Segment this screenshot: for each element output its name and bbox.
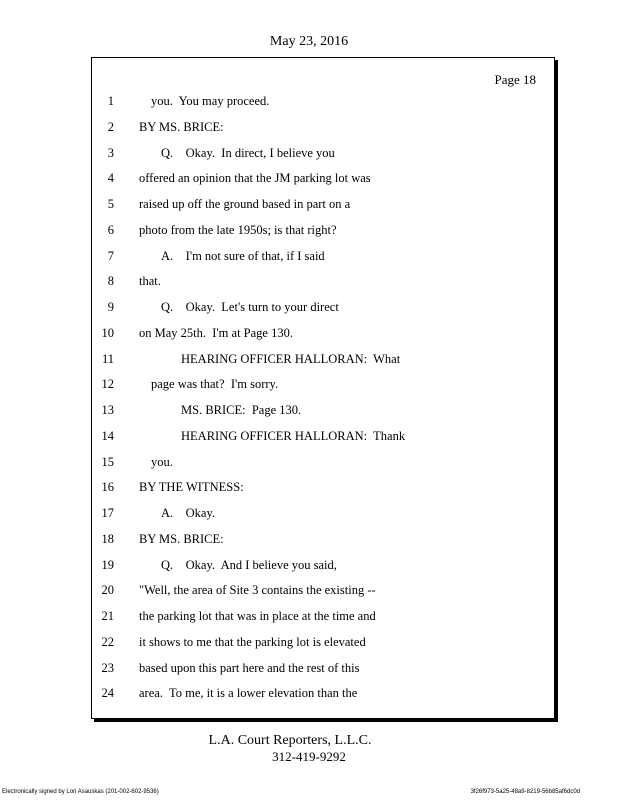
line-number: 16: [101, 480, 114, 495]
line-number: 22: [101, 634, 114, 649]
line-text: Q. Okay. Let's turn to your direct: [161, 300, 339, 314]
transcript-line: [92, 197, 532, 217]
line-text: "Well, the area of Site 3 contains the existing --: [139, 583, 376, 598]
transcript-line: [92, 120, 532, 140]
line-number: 5: [107, 197, 114, 211]
transcript-line: [92, 480, 532, 500]
line-text: raised up off the ground based in part on a: [139, 197, 351, 211]
line-text: based upon this part here and the rest of this: [139, 660, 360, 675]
line-number: 15: [101, 454, 114, 469]
line-number: 17: [101, 506, 114, 520]
line-text: it shows to me that the parking lot is elevated: [139, 634, 366, 649]
line-text: HEARING OFFICER HALLORAN: What: [181, 351, 401, 366]
transcript-line: [92, 532, 532, 552]
transcript-line: [92, 635, 532, 655]
transcript-line: [92, 403, 532, 423]
transcript-line: [92, 146, 532, 166]
line-number: 4: [107, 171, 114, 186]
line-text: page was that? I'm sorry.: [151, 377, 279, 392]
transcript-line: [92, 558, 532, 578]
line-number: 20: [101, 583, 114, 598]
transcript-page: [91, 57, 555, 719]
document-id: 3f26f973-5a25-48a9-8219-56b85af6dc0d: [470, 789, 580, 795]
line-number: 2: [107, 119, 114, 134]
line-text: offered an opinion that the JM parking lot was: [139, 171, 371, 186]
line-text: HEARING OFFICER HALLORAN: Thank: [181, 428, 406, 443]
line-number: 24: [101, 686, 114, 701]
line-text: photo from the late 1950s; is that right?: [139, 222, 337, 237]
line-number: 18: [101, 531, 114, 546]
transcript-line: [92, 171, 532, 191]
line-number: 23: [101, 660, 114, 675]
line-text: on May 25th. I'm at Page 130.: [139, 325, 293, 340]
line-number: 12: [101, 377, 114, 392]
transcript-line: [92, 455, 532, 475]
line-text: the parking lot that was in place at the time and: [139, 609, 376, 623]
line-number: 11: [101, 351, 114, 366]
line-number: 7: [107, 248, 114, 263]
electronic-signature: Electronically signed by Lori Asauskas (201-002-602-9536): [2, 789, 159, 795]
line-text: BY MS. BRICE:: [139, 119, 224, 134]
line-text: Q. Okay. In direct, I believe you: [161, 145, 335, 160]
transcript-line: [92, 300, 532, 320]
transcript-line: [92, 326, 532, 346]
footer-company: L.A. Court Reporters, L.L.C.: [208, 733, 372, 748]
footer-phone: 312-419-9292: [272, 749, 346, 764]
line-text: A. Okay.: [161, 506, 216, 520]
line-number: 13: [101, 403, 114, 417]
transcript-line: [92, 223, 532, 243]
transcript-line: [92, 506, 532, 526]
line-text: you. You may proceed.: [151, 94, 270, 108]
line-text: you.: [151, 454, 173, 469]
line-number: 3: [107, 145, 114, 160]
line-number: 19: [101, 557, 114, 572]
transcript-line: [92, 609, 532, 629]
page-number: Page 18: [494, 72, 536, 87]
line-text: that.: [139, 274, 161, 289]
line-number: 9: [107, 300, 114, 314]
transcript-line: [92, 249, 532, 269]
transcript-line: [92, 583, 532, 603]
line-text: MS. BRICE: Page 130.: [181, 403, 302, 417]
header-date: May 23, 2016: [269, 34, 349, 49]
transcript-line: [92, 686, 532, 706]
line-text: A. I'm not sure of that, if I said: [161, 248, 325, 263]
line-text: BY MS. BRICE:: [139, 531, 224, 546]
line-number: 8: [107, 274, 114, 289]
line-text: BY THE WITNESS:: [139, 480, 244, 495]
transcript-line: [92, 377, 532, 397]
line-text: Q. Okay. And I believe you said,: [161, 557, 337, 572]
line-number: 14: [101, 428, 114, 443]
line-number: 6: [107, 222, 114, 237]
line-text: area. To me, it is a lower elevation than the: [139, 686, 358, 701]
transcript-line: [92, 352, 532, 372]
transcript-line: [92, 274, 532, 294]
line-number: 10: [101, 325, 114, 340]
line-number: 21: [101, 609, 114, 623]
transcript-line: [92, 429, 532, 449]
line-number: 1: [107, 94, 114, 108]
transcript-line: [92, 94, 532, 114]
transcript-line: [92, 661, 532, 681]
